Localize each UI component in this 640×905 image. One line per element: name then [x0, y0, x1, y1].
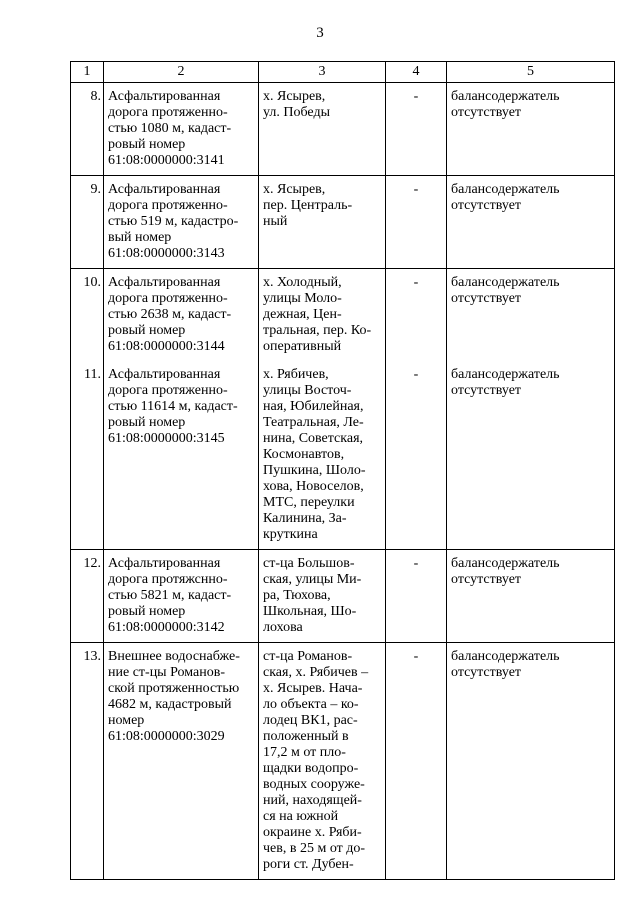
holder-cell [447, 83, 615, 176]
property-registry-table [70, 61, 615, 880]
object-name-cell [104, 83, 259, 176]
column-4-text: - [413, 367, 419, 382]
column-4-cell [386, 83, 447, 176]
column-4-text: - [413, 89, 419, 104]
object-name-text: Асфальтированная дорога протяженно- стью 1080 м, кадаст- ровый номер 61:08:0000000:3141 [108, 89, 232, 168]
row-number [71, 361, 104, 550]
location-text: х. Ясырев, ул. Победы [263, 89, 330, 120]
location-text: х. Холодный, улицы Моло- дежная, Цен- тральная, пер. Ко- оперативный [263, 275, 372, 354]
column-header-5: 5 [447, 62, 615, 83]
row-number-text: 13. [83, 649, 101, 664]
location-cell [259, 176, 386, 269]
column-header-2: 2 [104, 62, 259, 83]
holder-cell [447, 361, 615, 550]
object-name-cell [104, 550, 259, 643]
holder-text: балансодержатель отсутствует [451, 89, 560, 120]
row-number [71, 269, 104, 362]
column-4-cell [386, 550, 447, 643]
object-name-text: Асфальтированная дорога протяженно- стью 519 м, кадастро- вый номер 61:08:0000000:3143 [108, 182, 239, 261]
row-number [71, 643, 104, 880]
table-row [71, 643, 615, 880]
column-4-text: - [413, 182, 419, 197]
object-name-cell [104, 176, 259, 269]
location-text: х. Рябичев, улицы Восточ- ная, Юбилейная, Театральная, Ле- нина, Советская, Космонавтов, Пушкина, Шоло- хова, Новоселов, МТС, переулки Калинина, За- круткина [263, 367, 366, 542]
object-name-text: Внешнее водоснабже- ние ст-цы Романов- ской протяженностью 4682 м, кадастровый номер 61:08:0000000:3029 [108, 649, 240, 744]
row-number-text: 12. [83, 556, 101, 571]
row-number [71, 176, 104, 269]
object-name-text: Асфальтированная дорога протяженно- стью 11614 м, кадаст- ровый номер 61:08:0000000:3145 [108, 367, 238, 446]
column-4-cell [386, 643, 447, 880]
row-number-text: 10. [83, 275, 101, 290]
location-text: х. Ясырев, пер. Централь- ный [263, 182, 353, 229]
column-4-cell [386, 361, 447, 550]
object-name-cell [104, 269, 259, 362]
object-name-cell [104, 361, 259, 550]
row-number [71, 83, 104, 176]
holder-text: балансодержатель отсутствует [451, 275, 560, 306]
holder-cell [447, 643, 615, 880]
holder-text: балансодержатель отсутствует [451, 182, 560, 213]
holder-cell [447, 176, 615, 269]
holder-text: балансодержатель отсутствует [451, 367, 560, 398]
object-name-cell [104, 643, 259, 880]
column-header-3: 3 [259, 62, 386, 83]
column-header-1: 1 [71, 62, 104, 83]
column-4-text: - [413, 275, 419, 290]
holder-text: балансодержатель отсутствует [451, 556, 560, 587]
location-cell [259, 269, 386, 362]
column-4-text: - [413, 649, 419, 664]
row-number-text: 8. [90, 89, 101, 104]
table-row [71, 176, 615, 269]
table-row [71, 361, 615, 550]
table-header-row [71, 62, 615, 83]
location-text: ст-ца Романов- ская, х. Рябичев – х. Ясырев. Нача- ло объекта – ко- лодец ВК1, рас- положенный в 17,2 м от пло- щадки водопро- водных сооруже- ний, находящей- ся на южной окраине х. Ряби- чев, в 25 м от до- роги ст. Дубен- [263, 649, 369, 872]
object-name-text: Асфальтированная дорога протяжснно- стью 5821 м, кадаст- ровый номер 61:08:0000000:3142 [108, 556, 232, 635]
page-number: 3 [316, 25, 324, 41]
object-name-text: Асфальтированная дорога протяженно- стью 2638 м, кадаст- ровый номер 61:08:0000000:3144 [108, 275, 232, 354]
table-row [71, 83, 615, 176]
row-number [71, 550, 104, 643]
holder-cell [447, 269, 615, 362]
location-text: ст-ца Большов- ская, улицы Ми- ра, Тюхова, Школьная, Шо- лохова [263, 556, 362, 635]
location-cell [259, 550, 386, 643]
column-header-4: 4 [386, 62, 447, 83]
location-cell [259, 361, 386, 550]
location-cell [259, 83, 386, 176]
table-row [71, 550, 615, 643]
column-4-cell [386, 176, 447, 269]
holder-text: балансодержатель отсутствует [451, 649, 560, 680]
location-cell [259, 643, 386, 880]
column-4-cell [386, 269, 447, 362]
column-4-text: - [413, 556, 419, 571]
row-number-text: 9. [90, 182, 101, 197]
row-number-text: 11. [84, 367, 101, 382]
table-row [71, 269, 615, 362]
holder-cell [447, 550, 615, 643]
